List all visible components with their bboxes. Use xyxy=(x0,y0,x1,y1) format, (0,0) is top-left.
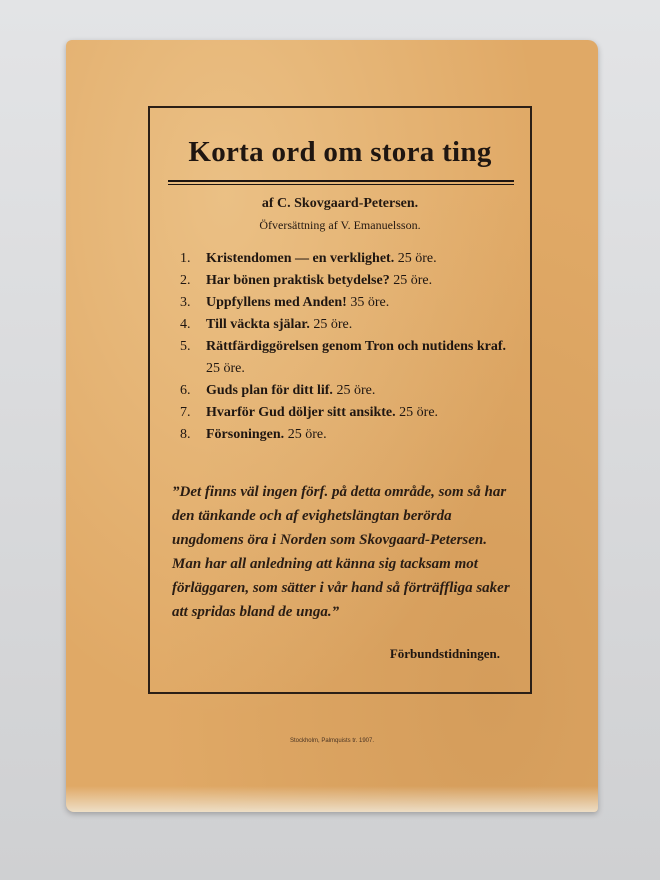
title-list xyxy=(180,248,520,446)
translator-line: Öfversättning af V. Emanuelsson. xyxy=(259,218,421,232)
list-item: 2. Har bönen praktisk betydelse? 25 öre. xyxy=(180,273,433,288)
booklet-back-cover xyxy=(66,40,598,812)
list-item: 7. Hvarför Gud döljer sitt ansikte. 25 öre. xyxy=(180,405,439,420)
worn-edge xyxy=(66,786,598,812)
list-item: 6. Guds plan för ditt lif. 25 öre. xyxy=(180,383,376,398)
quote-source: Förbundstidningen. xyxy=(389,646,500,661)
advertisement-frame xyxy=(148,106,532,694)
list-item: 4. Till väckta själar. 25 öre. xyxy=(180,317,353,332)
printer-imprint: Stockholm, Palmquists tr. 1907. xyxy=(289,738,375,744)
author-line: af C. Skovgaard-Petersen. xyxy=(261,196,419,211)
list-item: 1. Kristendomen — en verklighet. 25 öre. xyxy=(180,251,437,266)
list-item: 8. Försoningen. 25 öre. xyxy=(180,427,327,442)
series-title: Korta ord om stora ting xyxy=(188,136,492,168)
list-item: 5. Rättfärdiggörelsen genom Tron och nutidens kraf. 25 öre. xyxy=(180,339,506,376)
title-rule-thick xyxy=(168,180,514,182)
title-rule-thin xyxy=(168,184,514,185)
review-quote: ”Det finns väl ingen förf. på detta område, som så har den tänkande och af evighetslängtan berörda ungdomens öra i Norden som Skovgaard-Petersen. Man har all anledning att känna sig tacksam mot förläggaren, som sätter i vår hand så förträffliga saker att spridas bland de unga.” xyxy=(172,484,510,620)
list-item: 3. Uppfyllens med Anden! 35 öre. xyxy=(180,295,390,310)
